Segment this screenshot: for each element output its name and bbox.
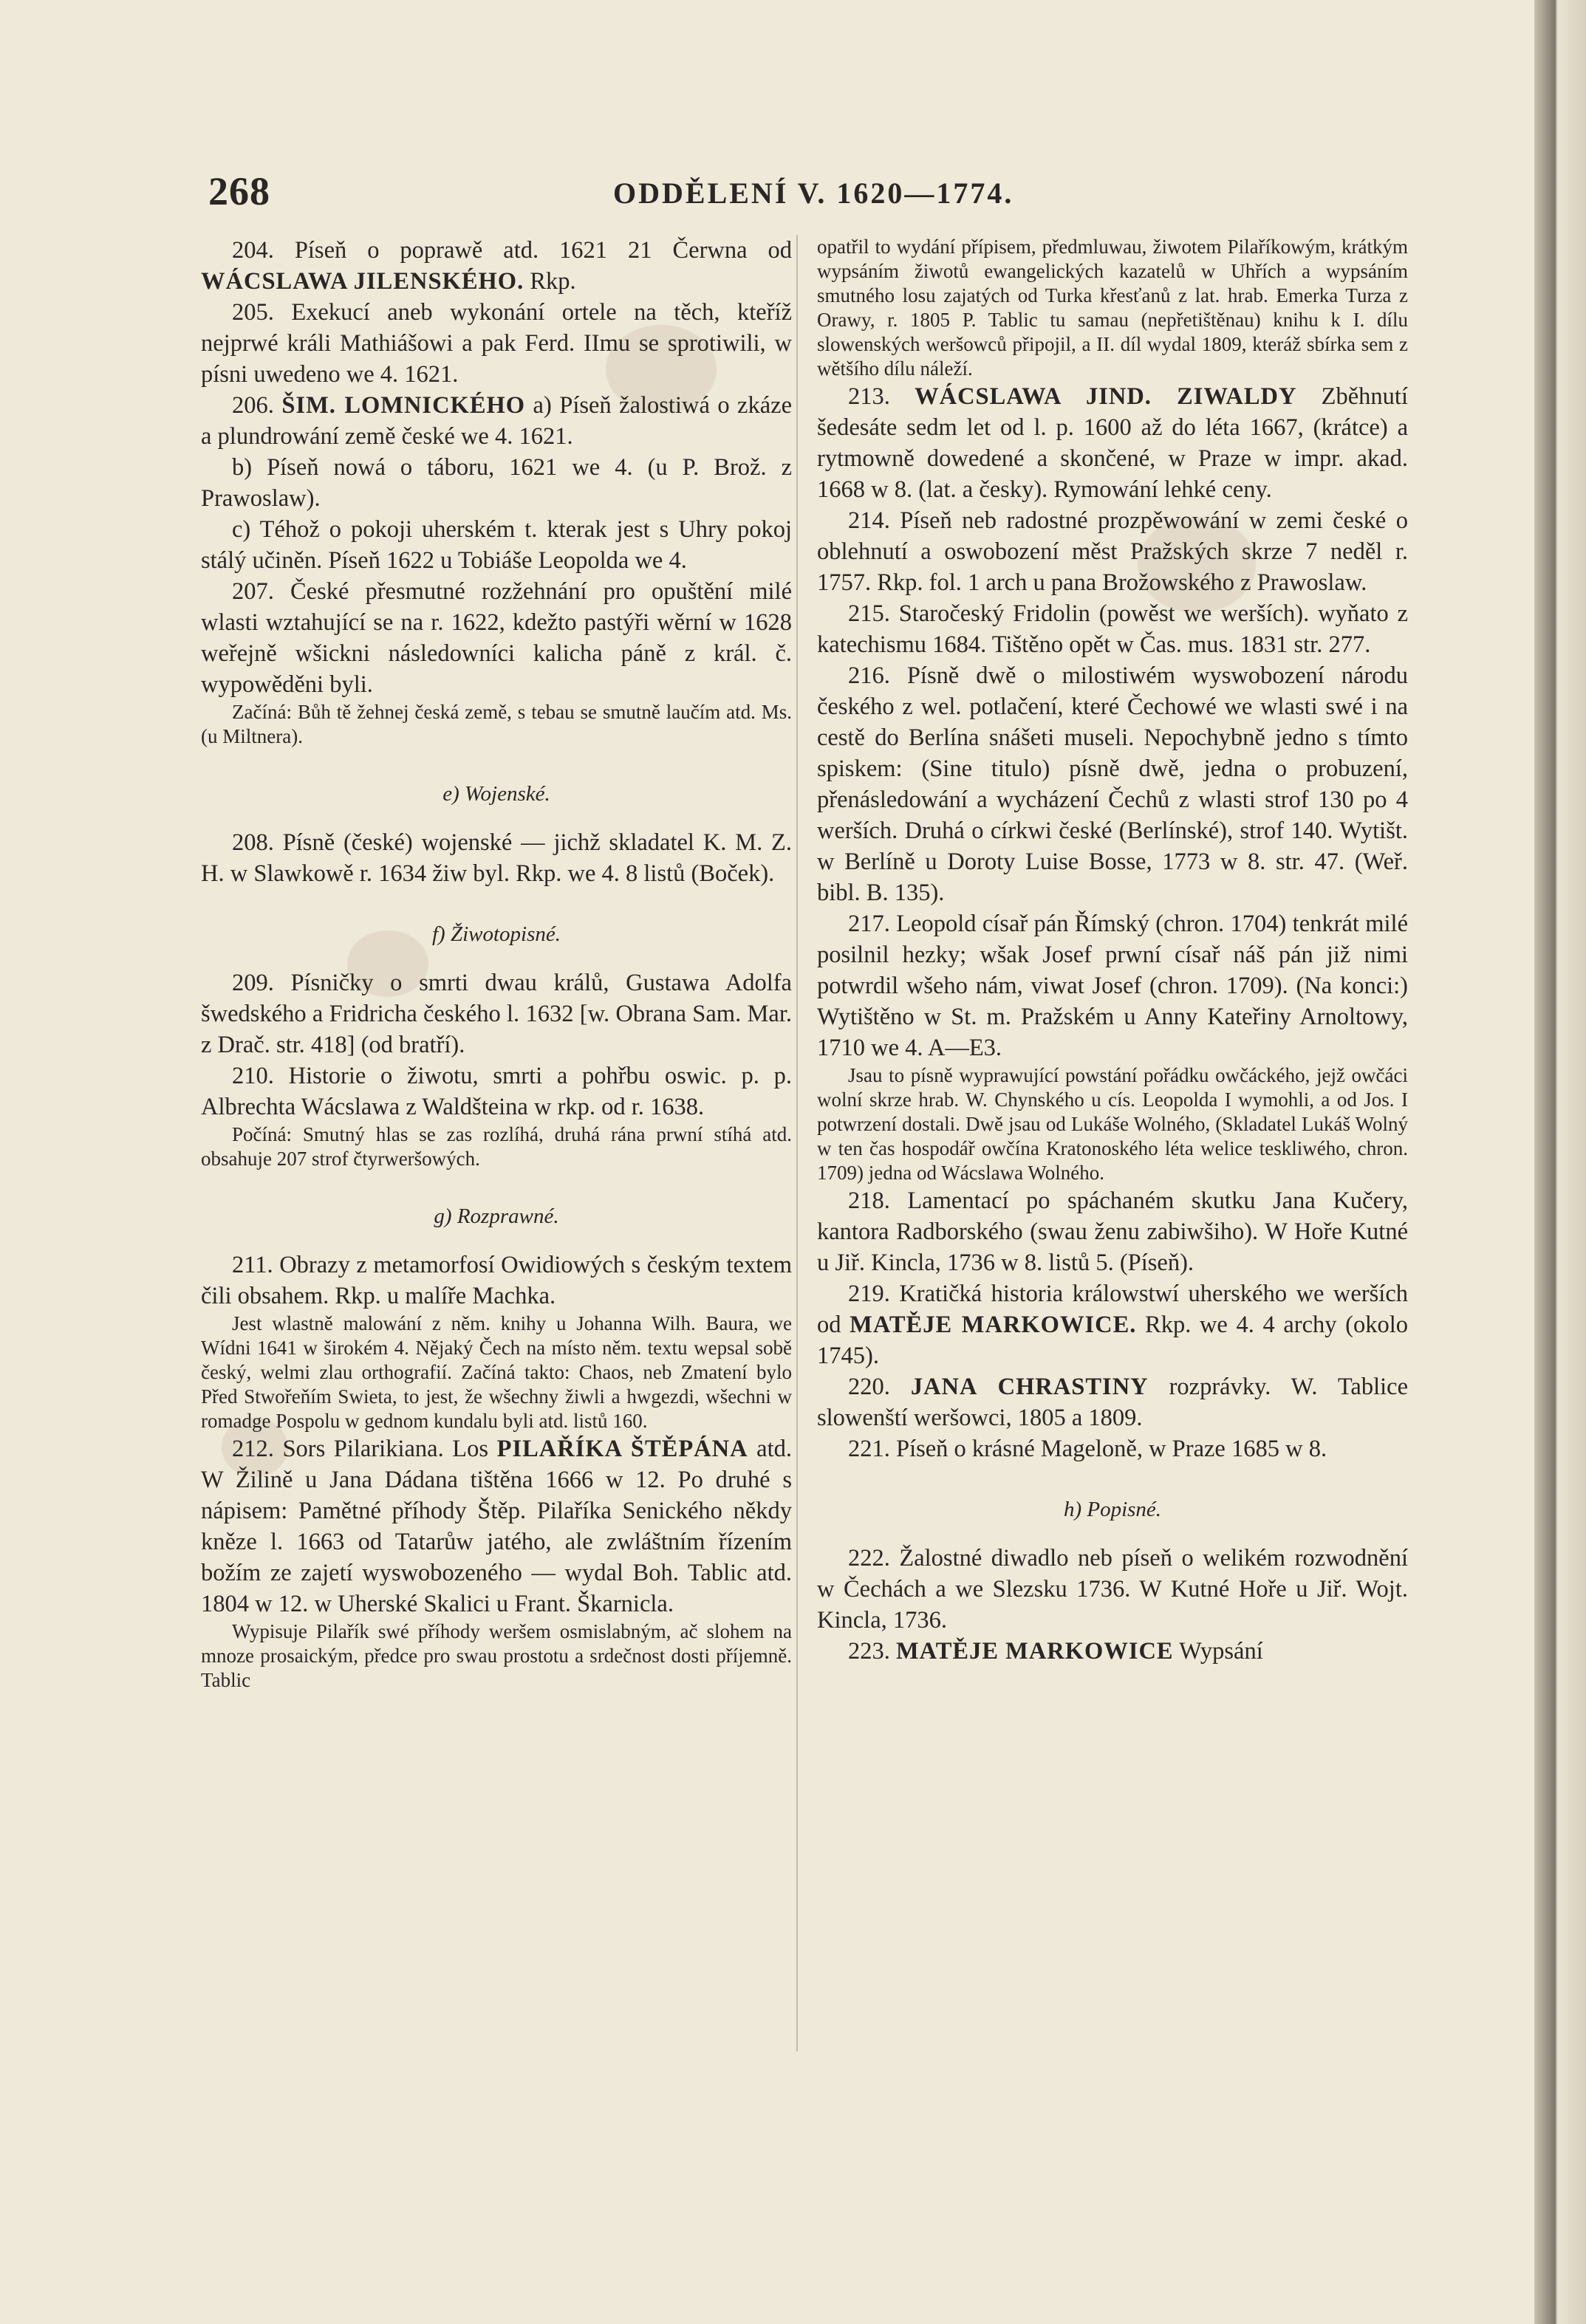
note-paragraph: opatřil to wydání přípisem, předmluwau, žiwotem Pilaříkowým, krátkým wypsáním žiwotů ewangelických kazatelů w Uhřích a wypsáním smutného losu zajatých od Turka křesťanů z lat. hrab. Emerka Turza z Orawy, r. 1805 P. Tablic tu samau (nepřetištěnau) knihu k I. dílu slowenských weršowců připojil, a II. díl wydal 1809, kteráž sbírka sem z wětšího dílu náleží. <box>817 236 1408 380</box>
note-paragraph: Jest wlastně malowání z něm. knihy u Johanna Wilh. Baura, we Wídni 1641 w širokém 4. Nějaký Čech na místo něm. textu wepsal sobě český, welmi zlau orthografií. Začíná takto: Chaos, neb Zmatení bylo Před Stwořeňím Swieta, to jest, že wšechny žiwli a hwgezdi, wšechni w romadge Pospolu w gednom kundalu byli atd. listů 160. <box>201 1312 792 1432</box>
entry-text: Rkp. <box>524 268 576 295</box>
section-heading: g) Rozprawné. <box>434 1204 559 1228</box>
entry-paragraph: 221. Píseň o krásné Mageloně, w Praze 1685 w 8. <box>848 1436 1327 1462</box>
note-paragraph: Jsau to písně wyprawující powstání pořádku owčáckého, jejž owčáci wolní skrze hrab. W. Chynského u cís. Leopolda I wymohli, a od Jos. I potwrzení dostali. Dwě jsau od Lukáše Wolného, (Skladatel Lukáš Wolný w ten čas hospodář owčína Kratonoského léta welice teskliwého, chron. 1709) jedna od Wácslawa Wolného. <box>817 1064 1408 1184</box>
entry-paragraph <box>817 381 1408 505</box>
column-divider <box>796 235 798 2052</box>
section-heading: e) Wojenské. <box>442 782 550 806</box>
entry-text: 213. <box>848 383 915 410</box>
page-number: 268 <box>208 169 270 213</box>
author-name: PILAŘÍKA ŠTĚPÁNA <box>496 1436 748 1462</box>
entry-paragraph <box>817 1371 1408 1433</box>
entry-paragraph <box>201 390 792 452</box>
entry-text: 219. Kratičká historia králowstwí uherského we werších od <box>817 1281 1408 1338</box>
entry-text: 220. <box>848 1374 911 1400</box>
entry-paragraph <box>201 235 792 297</box>
author-name: MATĚJE MARKOWICE. <box>850 1312 1137 1338</box>
entry-paragraph: 208. Písně (české) wojenské — jichž skladatel K. M. Z. H. w Slawkowě r. 1634 žiw byl. Rkp. we 4. 8 listů (Boček). <box>201 829 792 887</box>
book-page-edge <box>1534 0 1586 2324</box>
entry-paragraph: b) Píseň nowá o táboru, 1621 we 4. (u P. Brož. z Prawoslaw). <box>201 454 792 512</box>
entry-text: Rkp. we 4. 4 archy (okolo 1745). <box>817 1312 1409 1369</box>
entry-paragraph <box>817 1636 1408 1667</box>
entry-paragraph: 217. Leopold císař pán Římský (chron. 1704) tenkrát milé posilnil hezky; wšak Josef prwní císař náš pán již nimi potwrdil wšeho nám, viwat Josef (chron. 1709). (Na konci:) Wytištěno w St. m. Pražském u Anny Kateřiny Arnoltowy, 1710 we 4. A—E3. <box>817 911 1408 1061</box>
entry-text: 223. <box>848 1638 896 1665</box>
section-heading: f) Žiwotopisné. <box>431 922 561 946</box>
entry-paragraph: 218. Lamentací po spáchaném skutku Jana Kučery, kantora Radborského (swau ženu zabiwšiho). W Hoře Kutné u Jiř. Kincla, 1736 w 8. listů 5. (Píseň). <box>817 1187 1408 1276</box>
running-head: ODDĚLENÍ V. 1620—1774. <box>613 176 1014 210</box>
entry-paragraph: 216. Písně dwě o milostiwém wyswobození národu českého z wel. potlačení, které Čechowé we wlasti swé i na cestě do Berlína snášeti museli. Nepochybně jedno s tímto spiskem: (Sine titulo) písně dwě, jedna o probuzení, přenásledowání a wycházení Čechů z wlasti strof 130 po 4 werších. Druhá o církwi české (Berlínské), strof 140. Wytišt. w Berlíně u Doroty Luise Bosse, 1773 w 8. str. 47. (Weř. bibl. B. 135). <box>817 662 1408 906</box>
author-name: JANA CHRASTINY <box>910 1374 1149 1400</box>
entry-paragraph: 211. Obrazy z metamorfosí Owidiowých s českým textem čili obsahem. Rkp. u malíře Machka. <box>201 1252 792 1309</box>
note-paragraph: Počíná: Smutný hlas se zas rozlíhá, druhá rána prwní stíhá atd. obsahuje 207 strof čtyrweršowých. <box>201 1123 792 1170</box>
entry-text: 212. Sors Pilarikiana. Los <box>232 1436 497 1462</box>
page-header <box>199 168 1389 220</box>
entry-text: Zběhnutí šedesáte sedm let od l. p. 1600 až do léta 1667, (krátce) a rytmowně dowedené a skončené, w Praze w impr. akad. 1668 w 8. (lat. a česky). Rymowání lehké ceny. <box>817 383 1408 503</box>
entry-paragraph: 207. České přesmutné rozžehnání pro opuštění milé wlasti wztahující se na r. 1622, kdežto pastýři wěrní w 1628 weřejně wšickni následowníci kalicha páně z král. č. wypowěděni byli. <box>201 578 792 698</box>
entry-text: Wypsání <box>1173 1638 1263 1665</box>
section-heading: h) Popisné. <box>1063 1498 1162 1521</box>
entry-text: a) Píseň žalostiwá o zkáze a plundrowání země české we 4. 1621. <box>201 392 793 450</box>
entry-paragraph: 214. Píseň neb radostné prozpěwowání w zemi české o oblehnutí a oswobození měst Pražských skrze 7 neděl r. 1757. Rkp. fol. 1 arch u pana Brožowského z Prawoslaw. <box>817 507 1408 596</box>
note-paragraph: Začíná: Bůh tě žehnej česká země, s tebau se smutně laučím atd. Ms. (u Miltnera). <box>201 701 792 747</box>
left-column <box>201 235 792 1693</box>
right-column <box>817 235 1408 1667</box>
entry-paragraph <box>201 1433 792 1619</box>
entry-paragraph: 210. Historie o žiwotu, smrti a pohřbu oswic. p. p. Albrechta Wácslawa z Waldšteina w rkp. od r. 1638. <box>201 1063 792 1120</box>
entry-paragraph: 222. Žalostné diwadlo neb píseň o welikém rozwodnění w Čechách a we Slezsku 1736. W Kutné Hoře u Jiř. Wojt. Kincla, 1736. <box>817 1545 1408 1634</box>
entry-text: rozprávky. W. Tablice slowenští weršowci, 1805 a 1809. <box>817 1374 1408 1431</box>
author-name: ŠIM. LOMNICKÉHO <box>281 392 526 419</box>
author-name: WÁCSLAWA JILENSKÉHO. <box>201 268 524 295</box>
entry-paragraph: 205. Exekucí aneb wykonání ortele na těch, kteříž nejprwé králi Mathiášowi a pak Ferd. IImu se sprotiwili, w písni uwedeno we 4. 1621. <box>201 299 792 388</box>
entry-paragraph: c) Téhož o pokoji uherském t. kterak jest s Uhry pokoj stálý učiněn. Píseň 1622 u Tobiáše Leopolda we 4. <box>201 516 792 574</box>
entry-paragraph: 215. Staročeský Fridolin (powěst we werších). wyňato z katechismu 1684. Tištěno opět w Čas. mus. 1831 str. 277. <box>817 600 1408 658</box>
author-name: WÁCSLAWA JIND. ZIWALDY <box>915 383 1297 410</box>
entry-text: 206. <box>232 392 282 419</box>
entry-text: atd. W Žilině u Jana Dádana tištěna 1666 w 12. Po druhé s nápisem: Pamětné příhody Štěp. Pilaříka Senického někdy kněze l. 1663 od Tatarůw jatého, ale zwláštním řízením božím ze zajetí wyswobozeného — wydal Boh. Tablic atd. 1804 w 12. w Uherské Skalici u Frant. Škarnicla. <box>201 1436 792 1617</box>
entry-paragraph: 209. Písničky o smrti dwau králů, Gustawa Adolfa šwedského a Fridricha českého l. 1632 [w. Obrana Sam. Mar. z Drač. str. 418] (od bratří). <box>201 970 792 1058</box>
author-name: MATĚJE MARKOWICE <box>896 1638 1174 1665</box>
entry-paragraph <box>817 1278 1408 1371</box>
entry-text: 204. Píseň o poprawě atd. 1621 21 Čerwna od <box>232 237 792 264</box>
note-paragraph: Wypisuje Pilařík swé příhody weršem osmislabným, ač slohem na mnoze prosaickým, předce pro swau prostotu a srdečnost dosti příjemně. Tablic <box>201 1620 792 1691</box>
